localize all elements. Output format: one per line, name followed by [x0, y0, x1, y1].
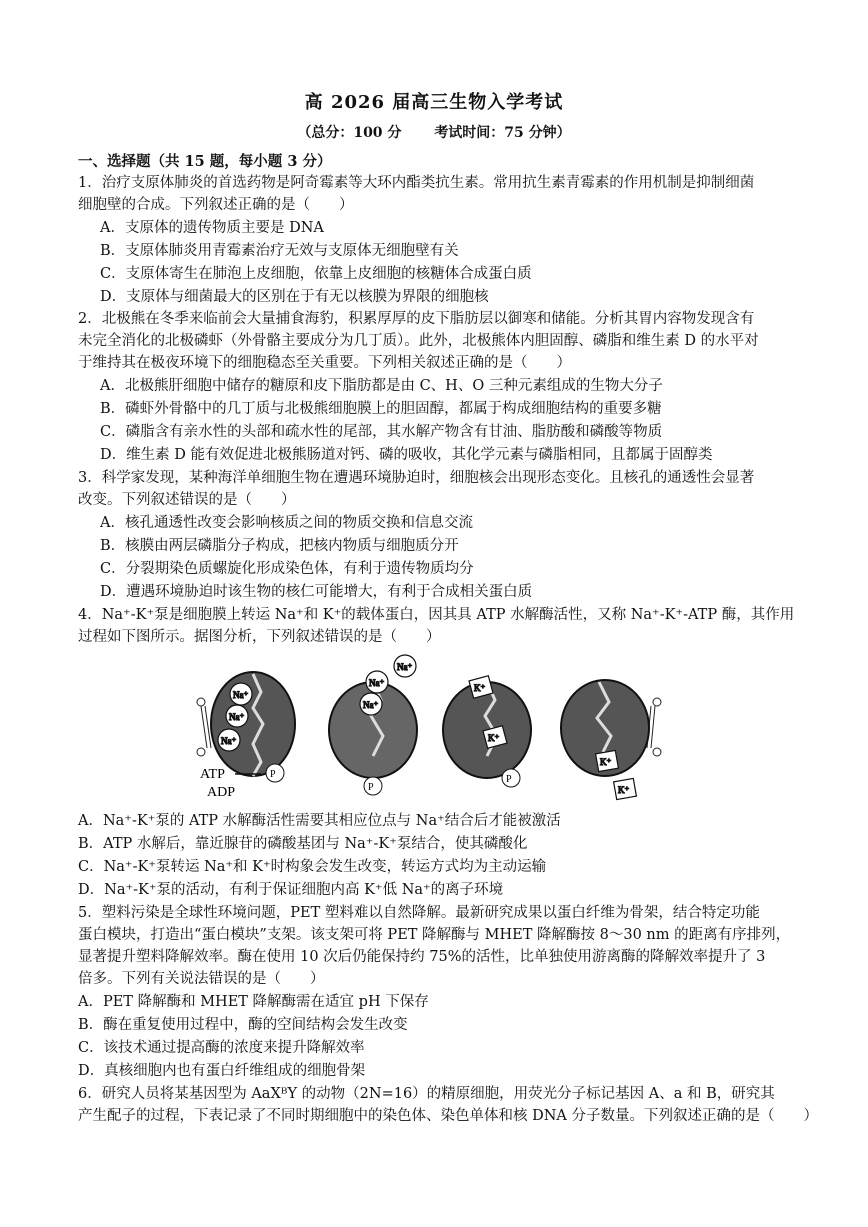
page-title: 高 2026 届高三生物入学考试: [304, 92, 564, 113]
q1-option-a: A．支原体的遗传物质主要是 DNA: [100, 220, 324, 236]
q1-stem-line: 细胞壁的合成。下列叙述正确的是（ ）: [78, 197, 354, 213]
q2-option-a: A．北极熊肝细胞中储存的糖原和皮下脂肪都是由 C、H、O 三种元素组成的生物大分子: [100, 378, 663, 394]
phosphate-label: P: [270, 769, 276, 780]
pump-stage-2: [329, 655, 417, 795]
q4-option-d: D．Na⁺-K⁺泵的活动，有利于保证细胞内高 K⁺低 Na⁺的离子环境: [78, 882, 504, 898]
na-ion-label: Na⁺: [229, 712, 245, 722]
q5-option-b: B．酶在重复使用过程中，酶的空间结构会发生改变: [78, 1017, 408, 1033]
phosphate-label: P: [368, 782, 374, 793]
q3-stem-line: 3．科学家发现，某种海洋单细胞生物在遭遇环境胁迫时，细胞核会出现形态变化。且核孔的通透性会显著: [78, 470, 755, 486]
q4-option-c: C．Na⁺-K⁺泵转运 Na⁺和 K⁺时构象会发生改变，转运方式均为主动运输: [78, 859, 547, 875]
total-score: （总分：100 分: [297, 125, 402, 141]
na-ion-label: Na⁺: [369, 678, 385, 688]
q5-option-a: A．PET 降解酶和 MHET 降解酶需在适宜 pH 下保存: [78, 994, 429, 1010]
q4-option-b: B．ATP 水解后，靠近腺苷的磷酸基团与 Na⁺-K⁺泵结合，使其磷酸化: [78, 836, 528, 852]
q6-stem-line: 产生配子的过程，下表记录了不同时期细胞中的染色体、染色单体和核 DNA 分子数量。下列叙述正确的是（ ）: [78, 1108, 818, 1124]
q1-stem-line: 1．治疗支原体肺炎的首选药物是阿奇霉素等大环内酯类抗生素。常用抗生素青霉素的作用机制是抑制细菌: [78, 175, 755, 191]
q3-stem-line: 改变。下列叙述错误的是（ ）: [78, 492, 296, 508]
q3-option-d: D．遭遇环境胁迫时该生物的核仁可能增大，有利于合成相关蛋白质: [100, 584, 533, 600]
na-ion-label: Na⁺: [233, 690, 249, 700]
exam-info: [0, 122, 868, 142]
q3-option-b: B．核膜由两层磷脂分子构成，把核内物质与细胞质分开: [100, 538, 459, 554]
k-ion-label: K⁺: [618, 785, 630, 795]
q1-option-b: B．支原体肺炎用青霉素治疗无效与支原体无细胞壁有关: [100, 243, 459, 259]
q2-stem-line: 未完全消化的北极磷虾（外骨骼主要成分为几丁质）。此外，北极熊体内胆固醇、磷脂和维生素 D 的水平对: [78, 333, 759, 349]
q3-option-c: C．分裂期染色质螺旋化形成染色体，有利于遗传物质均分: [100, 561, 474, 577]
atp-label: ATP: [200, 767, 225, 782]
adp-label: ADP: [207, 785, 236, 800]
na-ion-label: Na⁺: [397, 662, 413, 672]
exam-time: 考试时间：75 分钟）: [434, 125, 571, 141]
pump-stage-1: [200, 672, 295, 800]
na-ion-label: Na⁺: [221, 736, 237, 746]
q2-option-c: C．磷脂含有亲水性的头部和疏水性的尾部，其水解产物含有甘油、脂肪酸和磷酸等物质: [100, 424, 663, 440]
q5-stem-line: 显著提升塑料降解效率。酶在使用 10 次后仍能保持约 75%的活性，比单独使用游离酶的降解效率提升了 3: [78, 949, 766, 965]
q2-option-b: B．磷虾外骨骼中的几丁质与北极熊细胞膜上的胆固醇，都属于构成细胞结构的重要多糖: [100, 401, 662, 417]
q5-stem-line: 5．塑料污染是全球性环境问题，PET 塑料难以自然降解。最新研究成果以蛋白纤维为骨架，结合特定功能: [78, 905, 760, 921]
q3-option-a: A．核孔通透性改变会影响核质之间的物质交换和信息交流: [100, 515, 473, 531]
q5-option-d: D．真核细胞内也有蛋白纤维组成的细胞骨架: [78, 1063, 366, 1079]
k-ion-label: K⁺: [474, 683, 486, 693]
membrane-lipids-left: [197, 698, 211, 756]
q4-stem-line: 4．Na⁺-K⁺泵是细胞膜上转运 Na⁺和 K⁺的载体蛋白，因其具 ATP 水解酶活性，又称 Na⁺-K⁺-ATP 酶，其作用: [78, 607, 795, 623]
q5-option-c: C．该技术通过提高酶的浓度来提升降解效率: [78, 1040, 365, 1056]
q5-stem-line: 倍多。下列有关说法错误的是（ ）: [78, 971, 325, 987]
na-ion-label: Na⁺: [363, 700, 379, 710]
q1-option-d: D．支原体与细菌最大的区别在于有无以核膜为界限的细胞核: [100, 289, 489, 305]
k-ion-label: K⁺: [488, 733, 500, 743]
k-ion-label: K⁺: [600, 757, 612, 767]
q4-option-a: A．Na⁺-K⁺泵的 ATP 水解酶活性需要其相应位点与 Na⁺结合后才能被激活: [78, 813, 561, 829]
q1-option-c: C．支原体寄生在肺泡上皮细胞，依靠上皮细胞的核糖体合成蛋白质: [100, 266, 532, 282]
pump-stage-4: [561, 680, 649, 800]
q5-stem-line: 蛋白模块，打造出“蛋白模块”支架。该支架可将 PET 降解酶与 MHET 降解酶按 8～30 nm 的距离有序排列，: [78, 927, 791, 943]
q2-stem-line: 2．北极熊在冬季来临前会大量捕食海豹，积累厚厚的皮下脂肪层以御寒和储能。分析其胃内容物发现含有: [78, 311, 755, 327]
q2-option-d: D．维生素 D 能有效促进北极熊肠道对钙、磷的吸收，其化学元素与磷脂相同，且都属于固醇类: [100, 447, 713, 463]
sodium-potassium-pump-figure: [195, 652, 665, 802]
section-heading: 一、选择题（共 15 题，每小题 3 分）: [78, 153, 332, 170]
q2-stem-line: 于维持其在极夜环境下的细胞稳态至关重要。下列相关叙述正确的是（ ）: [78, 355, 571, 371]
pump-stage-3: [443, 676, 531, 787]
q4-stem-line: 过程如下图所示。据图分析，下列叙述错误的是（ ）: [78, 629, 441, 645]
phosphate-label: P: [506, 774, 512, 785]
q6-stem-line: 6．研究人员将某基因型为 AaXᴮY 的动物（2N=16）的精原细胞，用荧光分子标记基因 A、a 和 B，研究其: [78, 1086, 775, 1102]
